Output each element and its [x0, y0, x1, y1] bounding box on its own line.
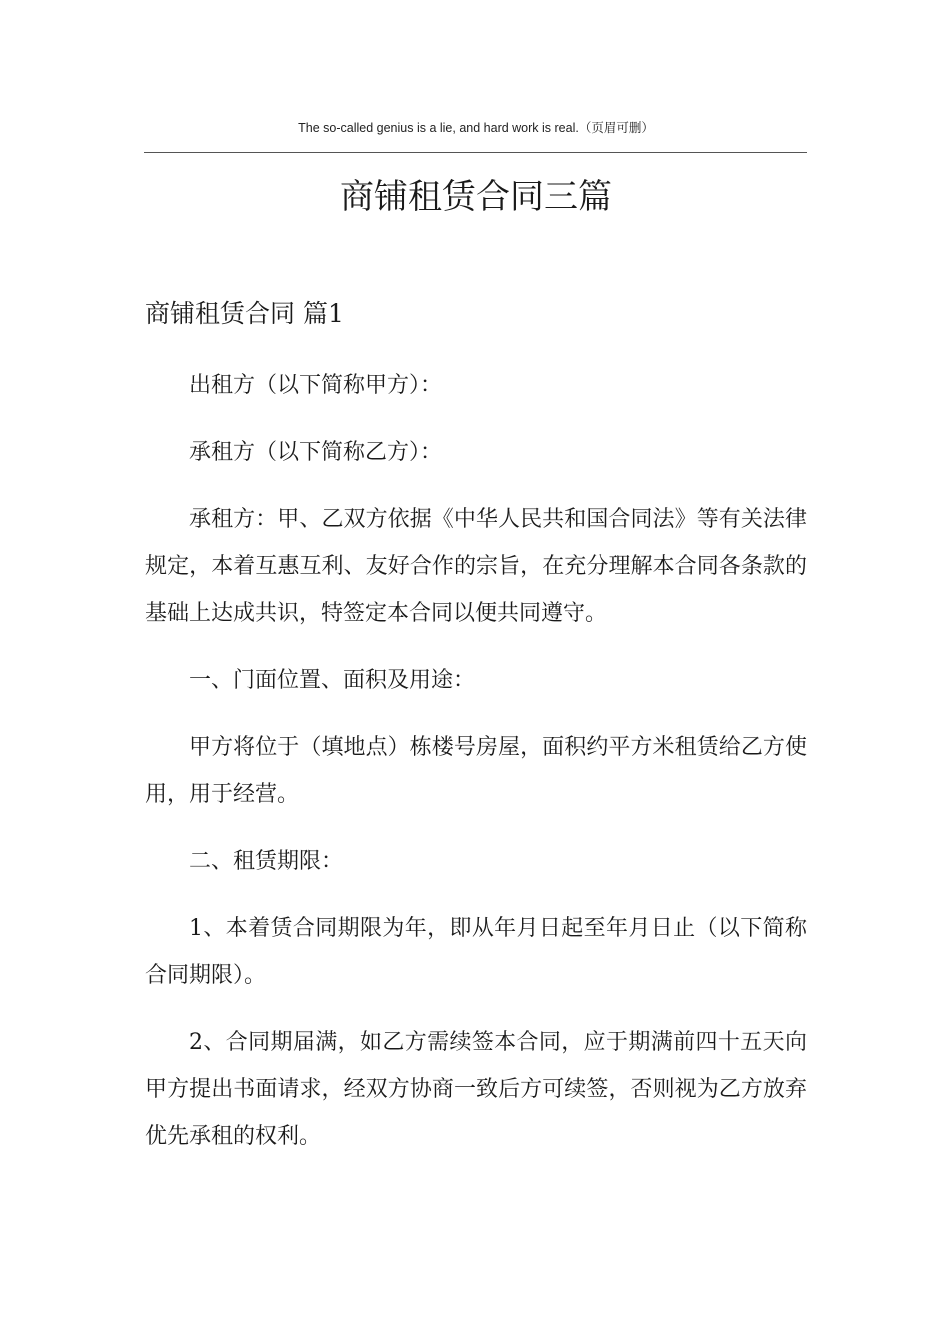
document-title: 商铺租赁合同三篇 [340, 177, 612, 217]
paragraph-preamble: 承租方：甲、乙双方依据《中华人民共和国合同法》等有关法律规定，本着互惠互利、友好合作的宗旨，在充分理解本合同各条款的基础上达成共识，特签定本合同以便共同遵守。 [145, 507, 807, 626]
paragraph-clause-1-body: 甲方将位于（填地点）栋楼号房屋，面积约平方米租赁给乙方使用，用于经营。 [145, 735, 807, 807]
section-title: 商铺租赁合同 篇1 [145, 299, 344, 328]
header-divider [144, 152, 807, 153]
document-body [145, 362, 807, 1180]
paragraph-lessor: 出租方（以下简称甲方）： [189, 373, 443, 398]
paragraph-clause-1-heading: 一、门面位置、面积及用途： [189, 668, 476, 693]
paragraph-lessee: 承租方（以下简称乙方）： [189, 440, 443, 465]
paragraph-clause-2-item-1: 1、本着赁合同期限为年，即从年月日起至年月日止（以下简称合同期限）。 [145, 916, 807, 988]
page-header: The so-called genius is a lie, and hard work is real.（页眉可删） [298, 121, 654, 135]
paragraph-clause-2-item-2: 2、合同期届满，如乙方需续签本合同，应于期满前四十五天向甲方提出书面请求，经双方协商一致后方可续签，否则视为乙方放弃优先承租的权利。 [145, 1030, 807, 1149]
paragraph-clause-2-heading: 二、租赁期限： [189, 849, 344, 874]
